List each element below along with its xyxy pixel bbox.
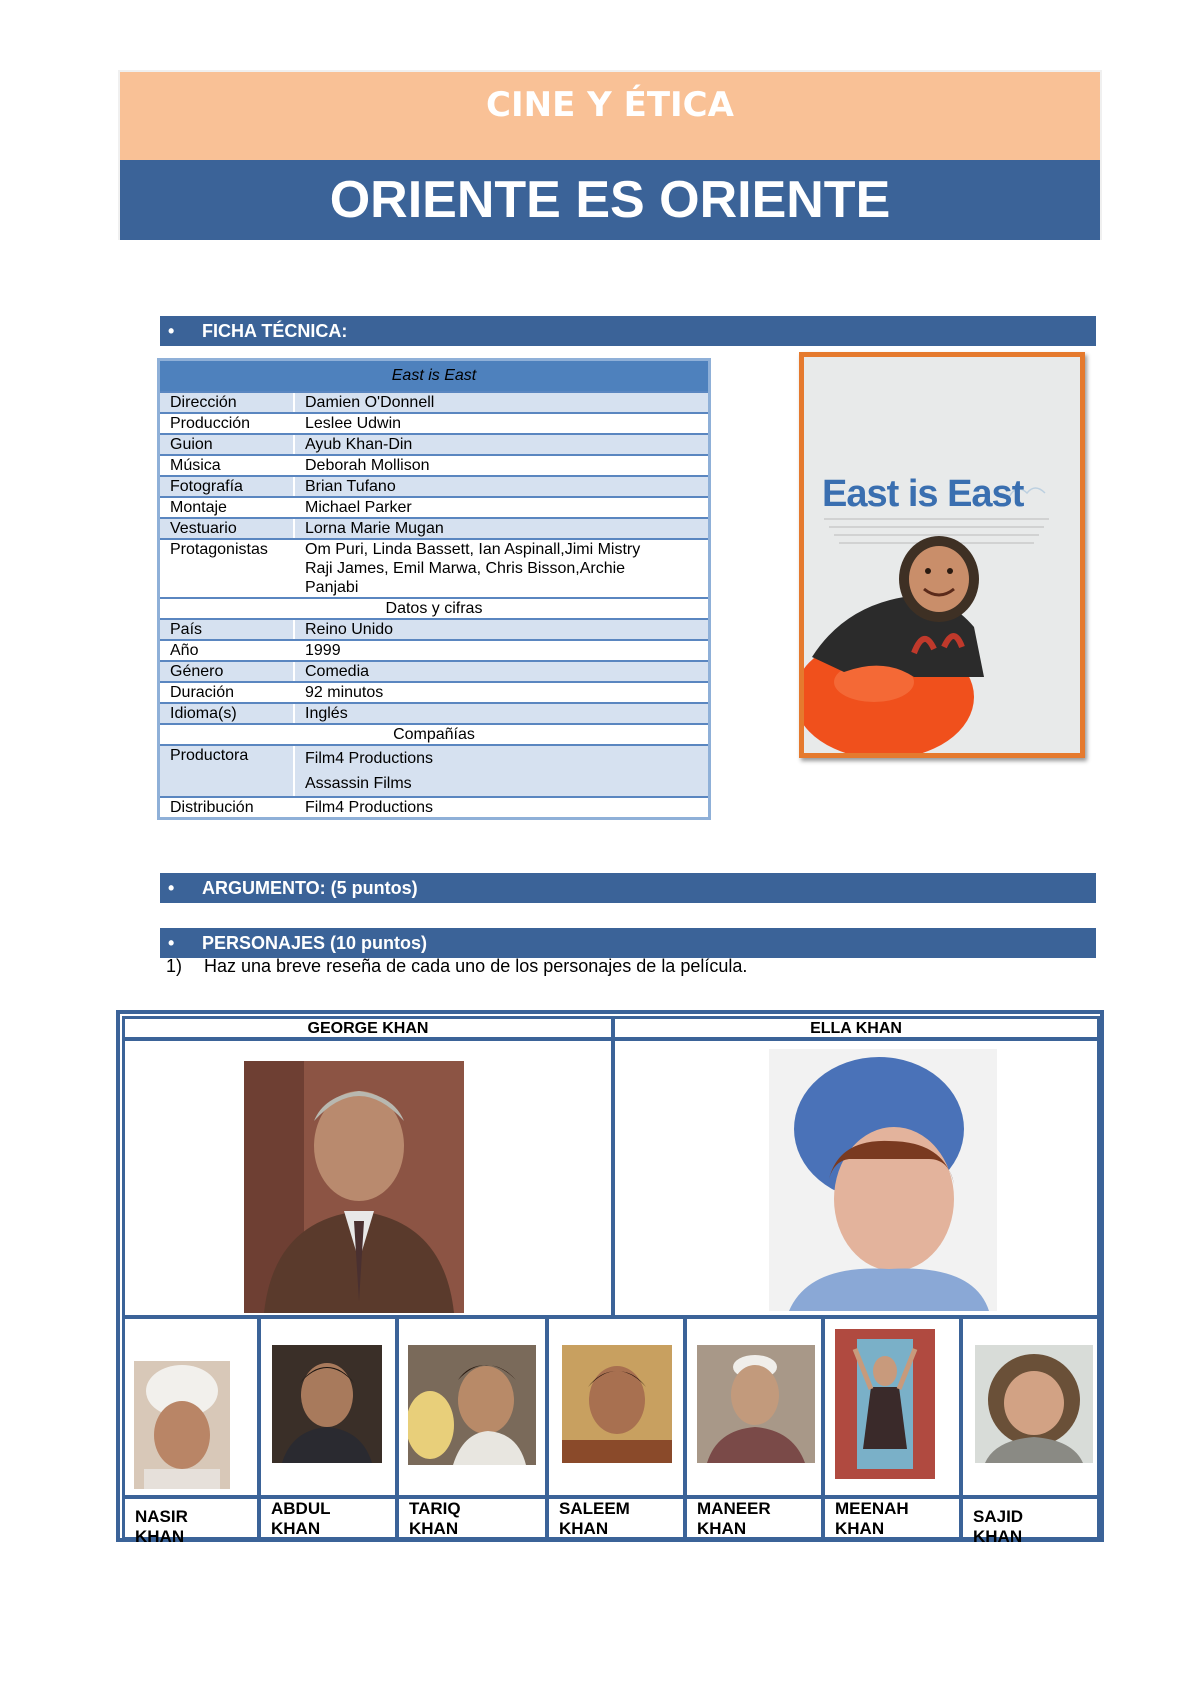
ficha-table-title: East is East xyxy=(159,360,710,393)
abdul-khan-photo xyxy=(272,1345,382,1463)
bullet-icon: • xyxy=(168,933,175,953)
section-ficha-label: FICHA TÉCNICA: xyxy=(202,321,348,341)
bullet-icon: • xyxy=(168,321,175,341)
ficha-value-productora xyxy=(294,745,710,797)
character-first-name: TARIQ xyxy=(409,1499,461,1518)
task-instruction xyxy=(166,956,747,977)
ficha-label: Idioma(s) xyxy=(159,703,295,724)
character-photo-cell xyxy=(612,1038,1100,1318)
portrait-image xyxy=(244,1061,464,1313)
ficha-value: Deborah Mollison xyxy=(294,455,710,476)
section-personajes xyxy=(160,928,1096,958)
ficha-value: 1999 xyxy=(294,640,710,661)
ficha-label: Vestuario xyxy=(159,518,295,539)
ficha-value: 92 minutos xyxy=(294,682,710,703)
maneer-khan-photo xyxy=(697,1345,815,1463)
bullet-icon: • xyxy=(168,878,175,898)
ficha-value: Leslee Udwin xyxy=(294,413,710,434)
section-personajes-label: PERSONAJES (10 puntos) xyxy=(202,933,428,953)
section-argumento xyxy=(160,873,1096,903)
ficha-label: Año xyxy=(159,640,295,661)
ficha-value: Comedia xyxy=(294,661,710,682)
ficha-label: Duración xyxy=(159,682,295,703)
character-first-name: ABDUL xyxy=(271,1499,331,1518)
character-last-name: KHAN xyxy=(973,1527,1023,1546)
character-first-name: MANEER xyxy=(697,1499,771,1518)
ficha-value-cast xyxy=(294,539,710,598)
meenah-khan-photo xyxy=(835,1329,935,1479)
course-title: CINE Y ÉTICA xyxy=(120,72,1100,160)
portrait-image xyxy=(835,1329,935,1479)
character-name-cell xyxy=(258,1496,398,1540)
character-photo-cell xyxy=(258,1316,398,1498)
character-last-name: KHAN xyxy=(271,1519,321,1538)
ficha-label: Género xyxy=(159,661,295,682)
portrait-image xyxy=(134,1361,230,1489)
productora-line: Film4 Productions xyxy=(305,750,434,767)
ficha-value: Reino Unido xyxy=(294,619,710,640)
character-name-cell xyxy=(822,1496,962,1540)
task-text: Haz una breve reseña de cada uno de los personajes de la película. xyxy=(204,956,748,976)
ficha-label: Distribución xyxy=(159,797,295,819)
ficha-value: Inglés xyxy=(294,703,710,724)
poster-title: East is East xyxy=(822,473,1024,515)
character-photo-cell xyxy=(396,1316,548,1498)
film-title: ORIENTE ES ORIENTE xyxy=(120,160,1100,240)
characters-grid xyxy=(116,1010,1104,1546)
character-first-name: SALEEM xyxy=(559,1499,630,1518)
ficha-tecnica-table xyxy=(157,358,711,820)
ficha-label: País xyxy=(159,619,295,640)
character-name: GEORGE KHAN xyxy=(307,1020,429,1037)
ficha-value: Michael Parker xyxy=(294,497,710,518)
ficha-value: Ayub Khan-Din xyxy=(294,434,710,455)
character-photo-cell xyxy=(122,1316,260,1498)
sajid-khan-photo xyxy=(975,1345,1093,1463)
character-first-name: SAJID xyxy=(973,1507,1024,1526)
character-name-cell xyxy=(684,1496,824,1540)
ficha-value: Film4 Productions xyxy=(294,797,710,819)
ficha-label: Productora xyxy=(159,745,295,797)
portrait-image xyxy=(975,1345,1093,1463)
character-last-name: KHAN xyxy=(135,1527,185,1546)
section-argumento-label: ARGUMENTO: (5 puntos) xyxy=(202,878,418,898)
george-khan-photo xyxy=(244,1061,464,1313)
ficha-label: Dirección xyxy=(159,392,295,413)
character-name-cell xyxy=(396,1496,548,1540)
portrait-image xyxy=(562,1345,672,1463)
cast-line: Om Puri, Linda Bassett, Ian Aspinall,Jimi Mistry xyxy=(305,541,641,558)
section-ficha-tecnica xyxy=(160,316,1096,346)
character-photo-cell xyxy=(546,1316,686,1498)
character-last-name: KHAN xyxy=(559,1519,609,1538)
portrait-image xyxy=(272,1345,382,1463)
ficha-label: Montaje xyxy=(159,497,295,518)
nasir-khan-photo xyxy=(134,1361,230,1489)
ficha-label: Producción xyxy=(159,413,295,434)
character-last-name: KHAN xyxy=(835,1519,885,1538)
productora-line: Assassin Films xyxy=(305,775,412,792)
character-name-cell xyxy=(960,1496,1100,1546)
document-header xyxy=(118,70,1102,240)
cast-line: Panjabi xyxy=(305,579,359,596)
character-header xyxy=(122,1016,614,1040)
character-name-cell xyxy=(546,1496,686,1540)
ella-khan-photo xyxy=(769,1049,997,1311)
ficha-value: Brian Tufano xyxy=(294,476,710,497)
ficha-label: Protagonistas xyxy=(159,539,295,598)
datos-subtitle: Datos y cifras xyxy=(159,598,710,619)
character-first-name: MEENAH xyxy=(835,1499,909,1518)
task-number: 1) xyxy=(166,956,183,976)
character-photo-cell xyxy=(684,1316,824,1498)
portrait-image xyxy=(769,1049,997,1311)
character-photo-cell xyxy=(960,1316,1100,1498)
ficha-label: Fotografía xyxy=(159,476,295,497)
cast-line: Raji James, Emil Marwa, Chris Bisson,Archie xyxy=(305,560,626,577)
character-name-cell xyxy=(122,1496,260,1546)
ficha-label: Guion xyxy=(159,434,295,455)
character-header xyxy=(612,1016,1100,1040)
character-photo-cell xyxy=(822,1316,962,1498)
companias-subtitle: Compañías xyxy=(159,724,710,745)
portrait-image xyxy=(408,1345,536,1465)
character-last-name: KHAN xyxy=(409,1519,459,1538)
poster-artwork xyxy=(804,357,1080,753)
movie-poster xyxy=(799,352,1085,758)
portrait-image xyxy=(697,1345,815,1463)
ficha-value: Lorna Marie Mugan xyxy=(294,518,710,539)
character-first-name: NASIR xyxy=(135,1507,188,1526)
character-last-name: KHAN xyxy=(697,1519,747,1538)
character-name: ELLA KHAN xyxy=(810,1020,902,1037)
ficha-label: Música xyxy=(159,455,295,476)
character-photo-cell xyxy=(122,1038,614,1318)
saleem-khan-photo xyxy=(562,1345,672,1463)
ficha-value: Damien O'Donnell xyxy=(294,392,710,413)
tariq-khan-photo xyxy=(408,1345,536,1465)
